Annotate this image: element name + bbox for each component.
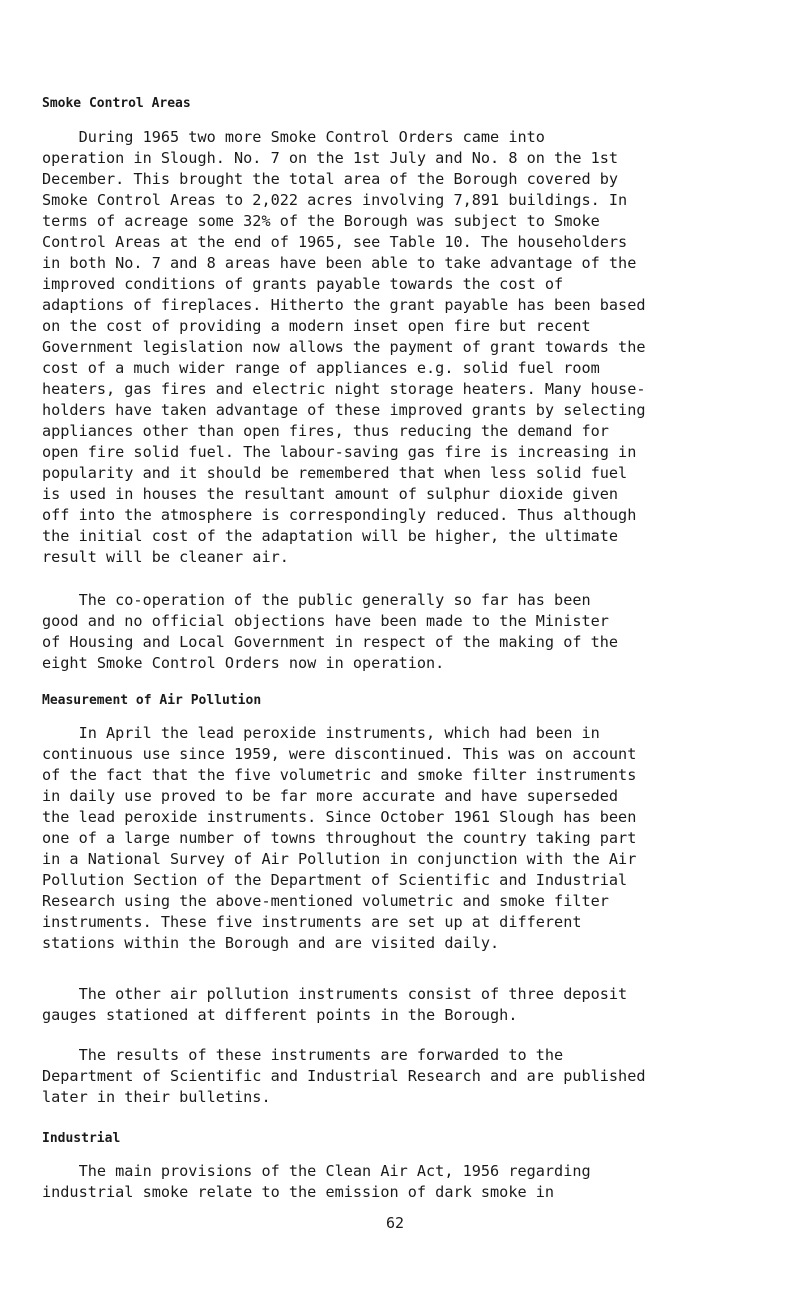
paragraph-industrial-1: The main provisions of the Clean Air Act, 1956 regarding industrial smoke relate to the emission of dark smoke in bbox=[42, 1162, 591, 1201]
paragraph-measurement-2: The other air pollution instruments consist of three deposit gauges stationed at different points in the Borough. bbox=[42, 985, 628, 1024]
page-number: 62 bbox=[386, 1214, 405, 1232]
paragraph-smoke-control-2: The co-operation of the public generally so far has been good and no official objections have been made to the Minister of Housing and Local Government in respect of the making of the eight Smoke Control Orders now in operation. bbox=[42, 591, 619, 672]
paragraph-measurement-1: In April the lead peroxide instruments, which had been in continuous use since 1959, were discontinued. This was on account of the fact that the five volumetric and smoke filter instruments in daily use proved to be far more accurate and have superseded the lead peroxide instruments. Since October 1961 Slough has been one of a large number of towns throughout the country taking part in a National Survey of Air Pollution in conjunction with the Air Pollution Section of the Department of Scientific and Industrial Research using the above-mentioned volumetric and smoke filter instruments. These five instruments are set up at different stations within the Borough and are visited daily. bbox=[42, 724, 637, 952]
heading-measurement-of-air-pollution: Measurement of Air Pollution bbox=[42, 693, 262, 708]
paragraph-smoke-control-1: During 1965 two more Smoke Control Orders came into operation in Slough. No. 7 on the 1st July and No. 8 on the 1st December. This brought the total area of the Borough covered by Smoke Control Areas to 2,022 acres involving 7,891 buildings. In terms of acreage some 32% of the Borough was subject to Smoke Control Areas at the end of 1965, see Table 10. The householders in both No. 7 and 8 areas have been able to take advantage of the improved conditions of grants payable towards the cost of adaptions of fireplaces. Hitherto the grant payable has been based on the cost of providing a modern inset open fire but recent Government legislation now allows the payment of grant towards the cost of a much wider range of appliances e.g. solid fuel room heaters, gas fires and electric night storage heaters. Many house- holders have taken advantage of these improved grants by selecting appliances other than open fires, thus reducing the demand for open fire solid fuel. The labour-saving gas fire is increasing in popularity and it should be remembered that when less solid fuel is used in houses the resultant amount of sulphur dioxide given off into the atmosphere is correspondingly reduced. Thus although the initial cost of the adaptation will be higher, the ultimate result will be cleaner air. bbox=[42, 128, 646, 566]
heading-industrial: Industrial bbox=[42, 1131, 121, 1146]
paragraph-measurement-3: The results of these instruments are forwarded to the Department of Scientific and Industrial Research and are published later in their bulletins. bbox=[42, 1046, 646, 1106]
heading-smoke-control-areas: Smoke Control Areas bbox=[42, 96, 191, 111]
